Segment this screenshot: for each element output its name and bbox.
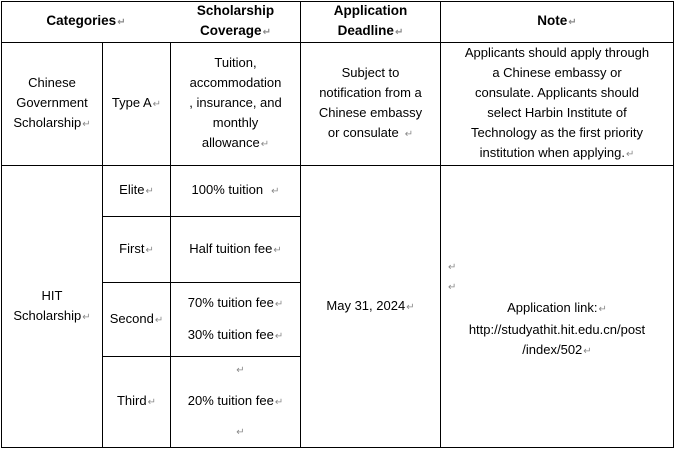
header-categories: Categories↵ xyxy=(46,13,126,28)
header-coverage: Scholarship Coverage↵ xyxy=(196,3,275,38)
header-categories-label: Categories xyxy=(46,13,117,28)
cgs-deadline: Subject to notification from a Chinese embassy or consulate ↵ xyxy=(318,65,423,140)
cgs-coverage: Tuition, accommodation , insurance, and monthly allowance↵ xyxy=(189,55,282,150)
application-link-cont[interactable]: /index/502 xyxy=(522,342,583,357)
cgs-name: Chinese Government Scholarship↵ xyxy=(13,75,91,130)
hit-name: HIT Scholarship↵ xyxy=(13,287,91,323)
hit-coverage-first: Half tuition fee↵ xyxy=(189,240,282,256)
hit-level-second: Second↵ xyxy=(109,310,164,326)
hit-level-elite: Elite↵ xyxy=(119,182,154,197)
hit-deadline: May 31, 2024↵ xyxy=(326,297,415,313)
hit-level-first: First↵ xyxy=(119,240,154,256)
hit-coverage-elite: 100% tuition ↵ xyxy=(191,182,280,197)
hit-coverage-second: 70% tuition fee↵ 30% tuition fee↵ xyxy=(187,294,284,342)
header-deadline: Application Deadline↵ xyxy=(333,3,408,38)
hit-coverage-third: ↵ 20% tuition fee↵ ↵ xyxy=(187,365,284,438)
hit-level-third: Third↵ xyxy=(116,393,156,408)
hit-note-empty-marks: ↵ ↵ xyxy=(448,262,457,293)
cgs-type: Type A↵ xyxy=(111,95,162,110)
application-link[interactable]: http://studyathit.hit.edu.cn/post xyxy=(468,322,646,337)
hit-note: Application link:↵ http://studyathit.hit.edu.cn/post /index/502↵ xyxy=(468,300,646,357)
cgs-note: Applicants should apply through a Chinese embassy or consulate. Applicants should select Harbin Institute of Technology as the first priority institution when applying.↵ xyxy=(464,45,650,160)
header-note: Note↵ xyxy=(537,13,577,28)
